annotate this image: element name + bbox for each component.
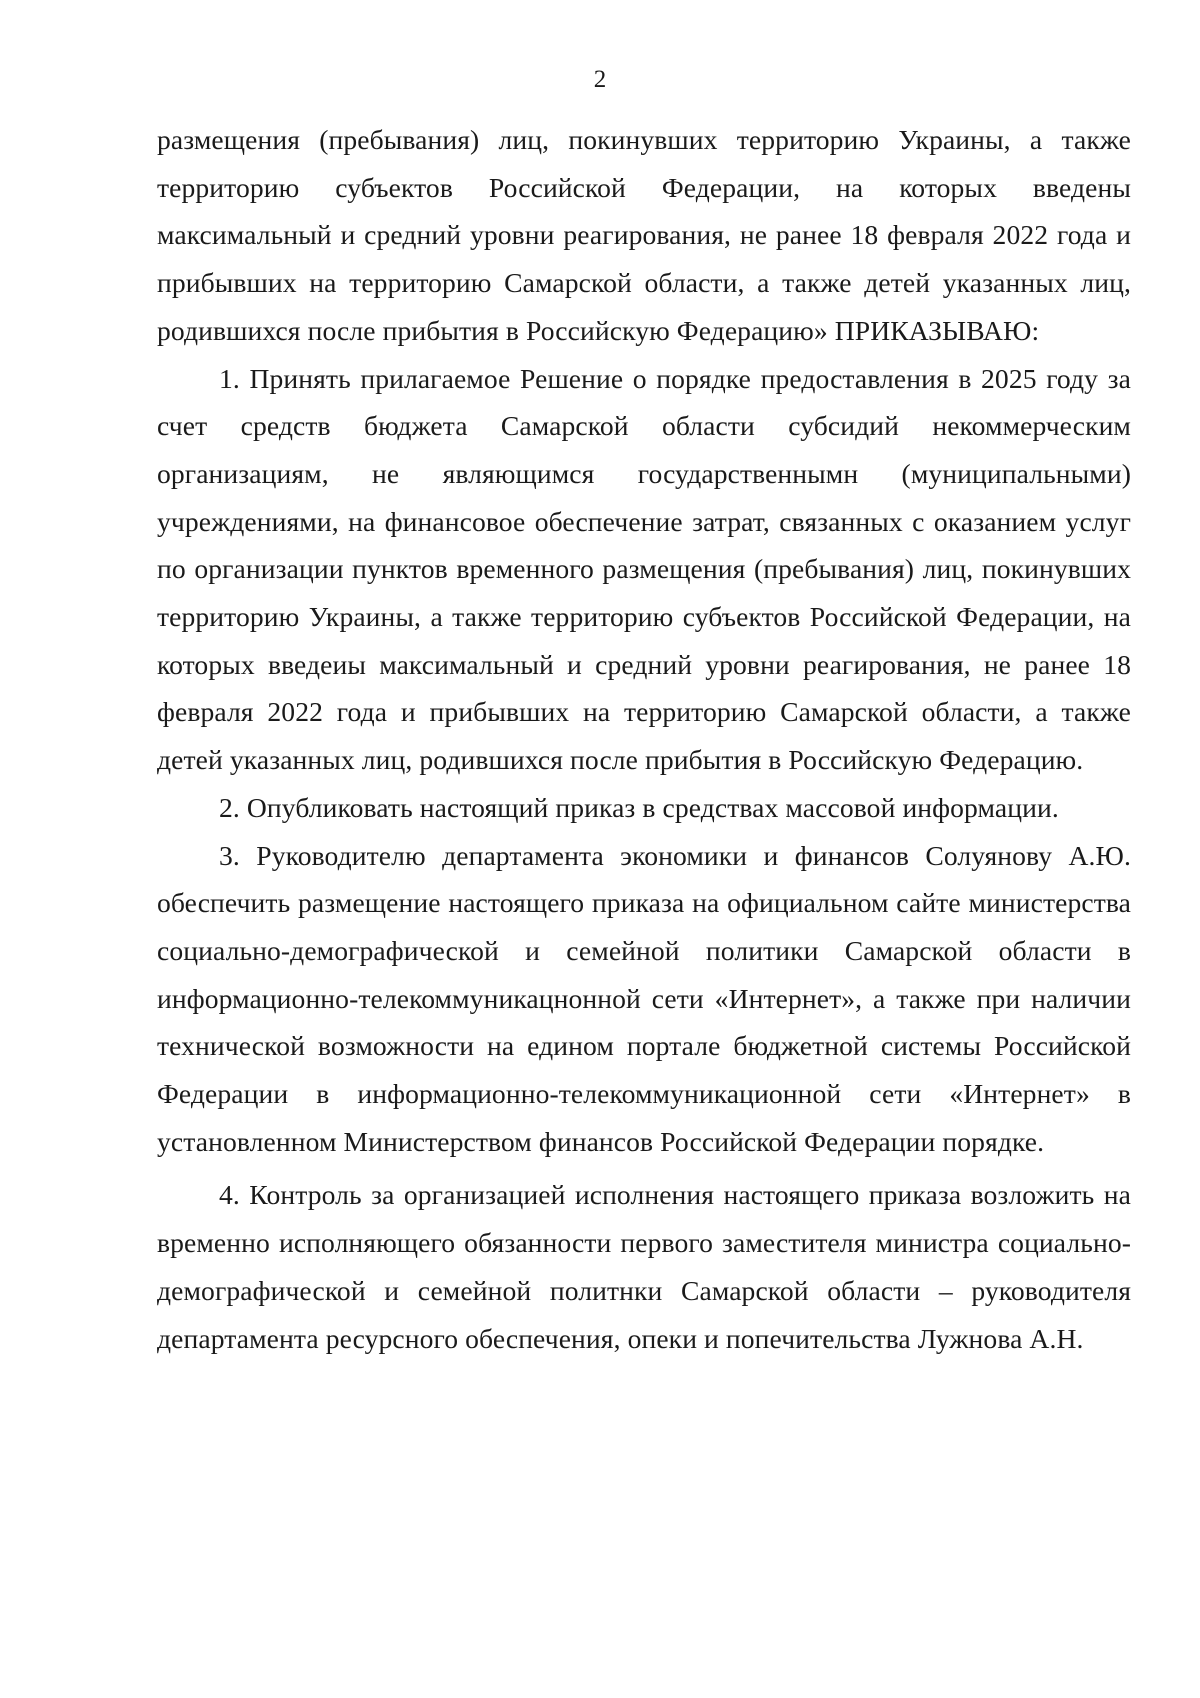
paragraph-intro-continuation: размещения (пребывания) лиц, покинувших территорию Украины, а также территорию субъектов Российской Федерации, на которых введены максимальный и средний уровни реагирования, не ранее 18 февраля 2022 года и прибывших на территорию Самарской области, а также детей указанных лиц, родившихся после прибытия в Российскую Федерацию» ПРИКАЗЫВАЮ: <box>157 124 1131 346</box>
paragraph-item-2: 2. Опубликовать настоящий приказ в средствах массовой информации. <box>219 791 1059 823</box>
paragraph-item-4: 4. Контроль за организацией исполнения настоящего приказа возложить на временно исполняющего обязанности первого заместителя министра социально-демографической и семейной политнки Самарской области – руководителя департамента ресурсного обеспечения, опеки и попечительства Лужнова А.Н. <box>157 1179 1131 1354</box>
paragraph-item-1: 1. Принять прилагаемое Решение о порядке предоставления в 2025 году за счет средств бюджета Самарской области субсидий некоммерческим организациям, не являющимся государственнымн (муниципальными) учреждениями, на финансовое обеспечение затрат, связанных с оказанием услуг по организации пунктов временного размещения (пребывания) лиц, покинувших территорию Украины, а также территорию субъектов Российской Федерации, на которых введеиы максимальный и средний уровни реагирования, не ранее 18 февраля 2022 года и прибывших на территорию Самарской области, а также детей указанных лиц, родившихся после прибытия в Российскую Федерацию. <box>157 362 1131 776</box>
page-number: 2 <box>593 66 607 93</box>
paragraph-item-3: 3. Руководителю департамента экономики и финансов Солуянову А.Ю. обеспечить размещение настоящего приказа на официальном сайте министерства социально-демографической и семейной политики Самарской области в информационно-телекоммуникацнонной сети «Интернет», а также при наличии технической возможности на едином портале бюджетной системы Российской Федерации в информационно-телекоммуникационной сети «Интернет» в установленном Министерством финансов Российской Федерации порядке. <box>157 839 1131 1157</box>
document-body <box>157 116 1131 1362</box>
